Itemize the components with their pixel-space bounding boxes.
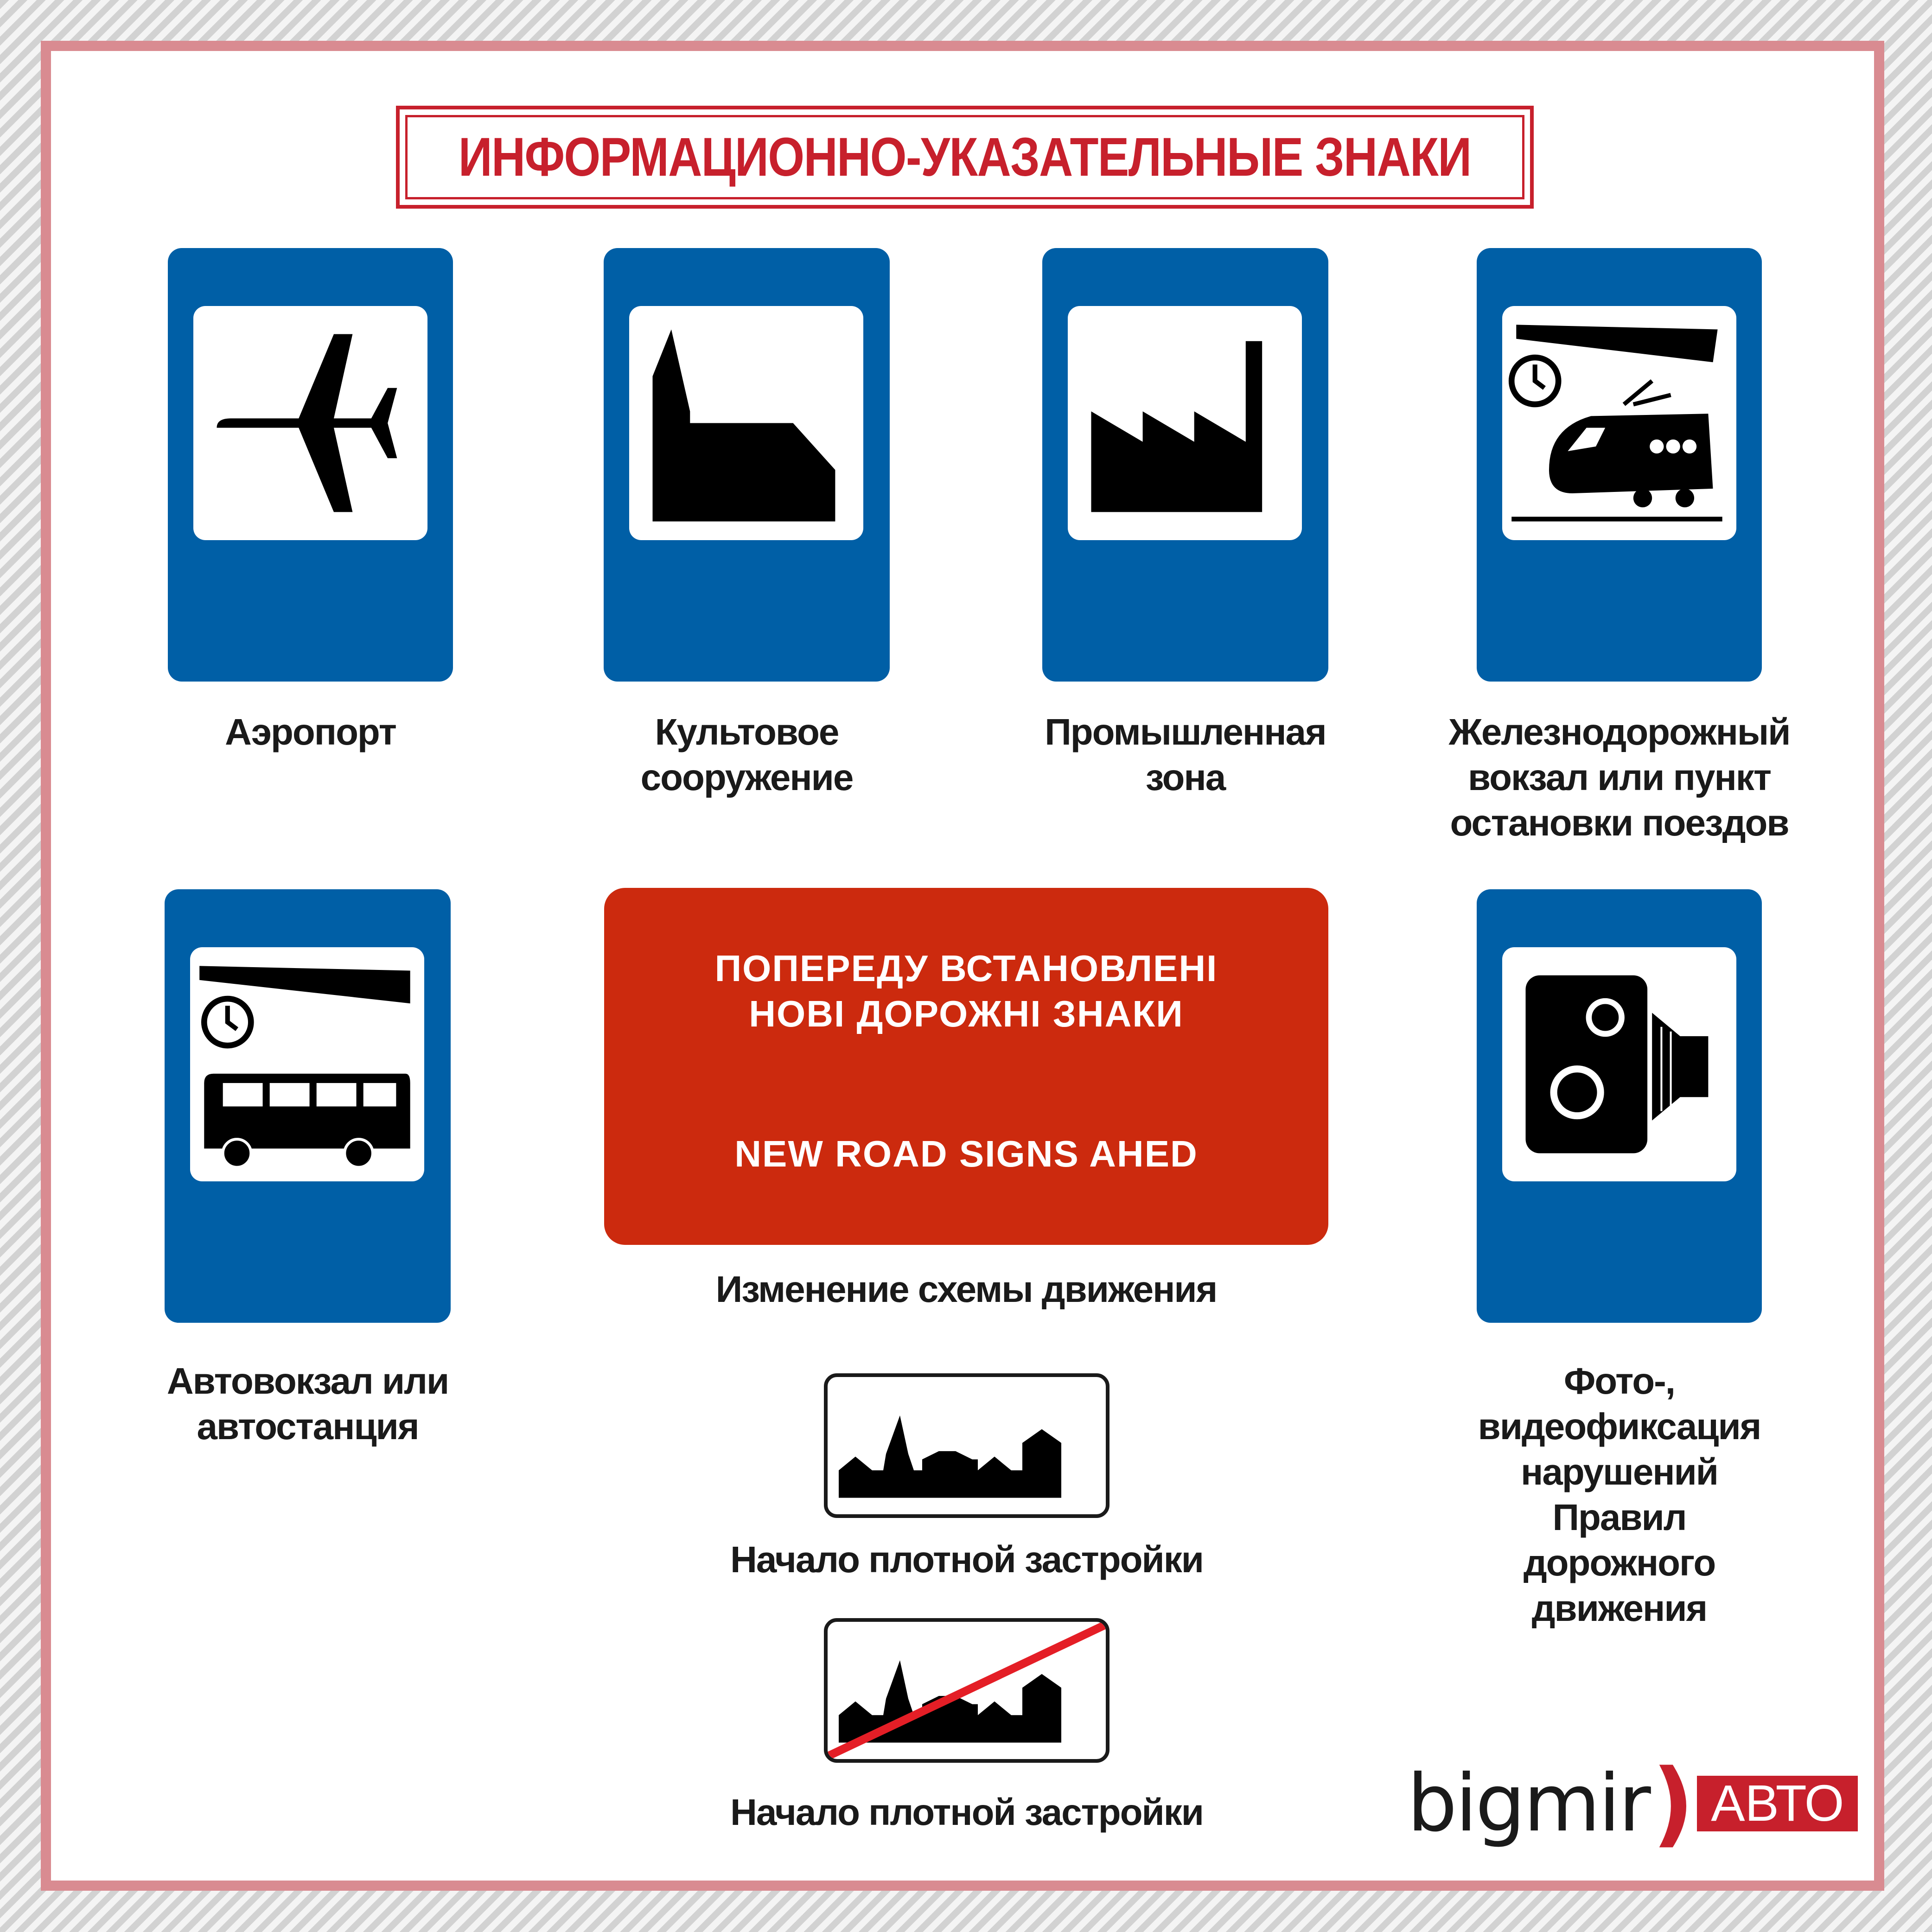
church-label: Культовое сооружение — [640, 711, 853, 798]
train-station-icon — [1502, 306, 1736, 540]
bus-station-icon — [190, 947, 424, 1181]
logo-badge: АВТО — [1697, 1776, 1858, 1831]
built-up-end-label: Начало плотной застройки — [730, 1792, 1203, 1833]
logo-text: bigmir — [1407, 1758, 1649, 1849]
airport-sign — [168, 248, 453, 682]
train-station-sign — [1477, 248, 1762, 682]
bigmir-auto-logo — [1407, 1749, 1858, 1857]
title-banner — [396, 106, 1534, 209]
airport-label: Аэропорт — [225, 711, 396, 752]
logo-paren: ) — [1651, 1749, 1695, 1857]
page-title: ИНФОРМАЦИОННО-УКАЗАТЕЛЬНЫЕ ЗНАКИ — [459, 127, 1471, 188]
camera-icon — [1502, 947, 1736, 1181]
traffic-change-eng-text: NEW ROAD SIGNS AHED — [734, 1133, 1198, 1174]
industrial-zone-sign — [1042, 248, 1328, 682]
bus-station-sign — [165, 889, 451, 1323]
traffic-change-label: Изменение схемы движения — [715, 1269, 1217, 1310]
built-up-start-plate — [824, 1373, 1109, 1518]
traffic-change-sign — [604, 888, 1328, 1245]
train-station-label: Железнодорожный вокзал или пункт остановки поездов — [1448, 711, 1790, 843]
church-sign — [604, 248, 890, 682]
built-up-start-label: Начало плотной застройки — [730, 1539, 1203, 1580]
traffic-change-ukr-text: ПОПЕРЕДУ ВСТАНОВЛЕНІ НОВІ ДОРОЖНІ ЗНАКИ — [714, 948, 1218, 1034]
camera-label: Фото-, видеофиксация нарушений Правил дорожного движения — [1478, 1360, 1761, 1629]
church-icon — [629, 306, 863, 540]
camera-sign — [1477, 889, 1762, 1323]
built-up-end-plate — [824, 1618, 1109, 1763]
bus-station-label: Автовокзал или автостанция — [166, 1360, 449, 1447]
factory-icon — [1068, 306, 1302, 540]
town-skyline-icon — [828, 1377, 1106, 1514]
town-skyline-crossed-icon — [828, 1622, 1106, 1759]
industrial-zone-label: Промышленная зона — [1045, 711, 1326, 798]
airplane-icon — [193, 306, 427, 540]
